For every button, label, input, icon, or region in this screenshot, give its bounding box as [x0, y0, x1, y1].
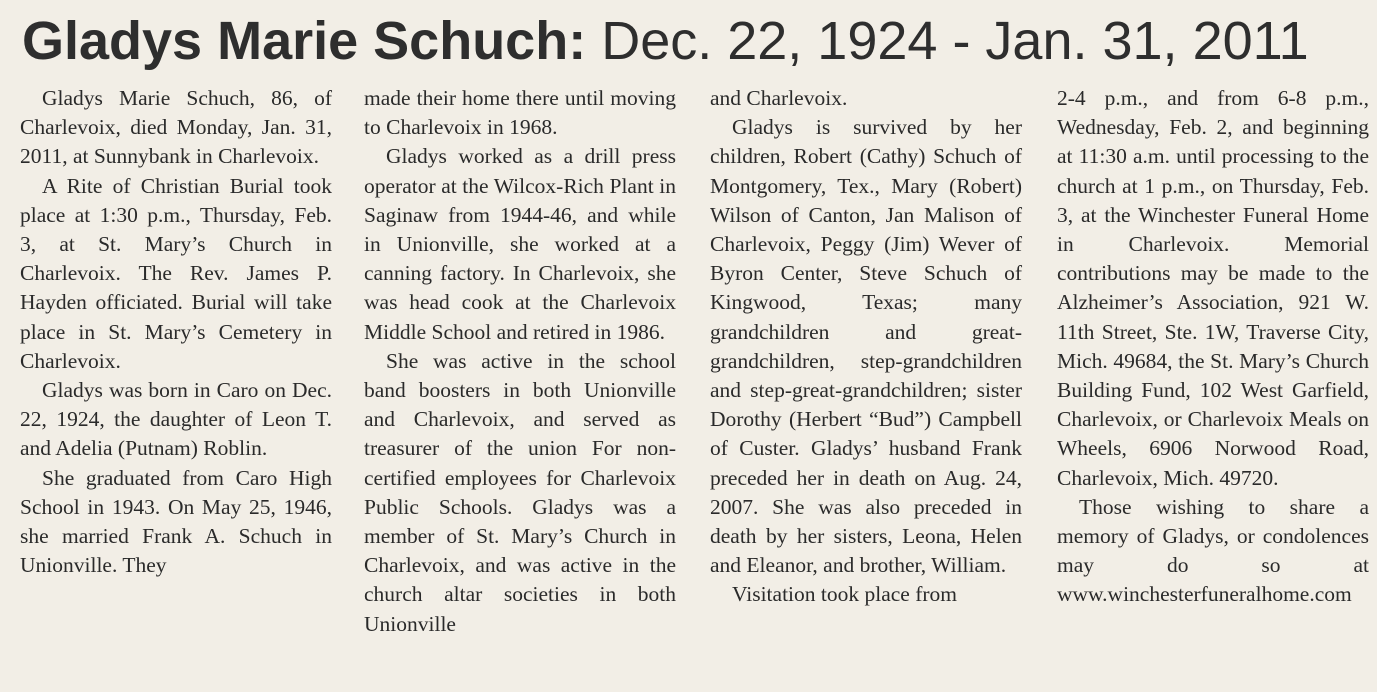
paragraph: and Charlevoix. [710, 86, 848, 110]
paragraph: A Rite of Christian Burial took place at 1:30 p.m., Thursday, Feb. 3, at St. Mary’s Church in Charlevoix. The Rev. James P. Hayden officiated. Burial will take place in St. Mary’s Cemetery in Charlevoix. [20, 173, 332, 373]
paragraph: made their home there until moving to Charlevoix in 1968. [364, 86, 676, 140]
paragraph: Those wishing to share a memory of Gladys, or condolences may do so at www.winchesterfuneralhome.com [1057, 494, 1369, 607]
paragraph: Gladys was born in Caro on Dec. 22, 1924, the daughter of Leon T. and Adelia (Putnam) Roblin. [20, 378, 332, 461]
paragraph: Gladys is survived by her children, Robert (Cathy) Schuch of Montgomery, Tex., Mary (Robert) Wilson of Canton, Jan Malison of Charlevoix, Peggy (Jim) Wever of Byron Center, Steve Schuch of Kingwood, Texas; many grandchildren and great-grandchildren, step-grandchildren and step-great-grandchildren; sister Dorothy (Herbert “Bud”) Campbell of Custer. Gladys’ husband Frank preceded her in death on Aug. 24, 2007. She was also preceded in death by her sisters, Leona, Helen and Eleanor, and brother, William. [710, 115, 1022, 578]
column-4 [1057, 84, 1369, 610]
headline-name: Gladys Marie Schuch: [22, 11, 587, 71]
column-3 [710, 84, 1022, 610]
headline-dates: Dec. 22, 1924 - Jan. 31, 2011 [601, 11, 1309, 71]
paragraph: She graduated from Caro High School in 1943. On May 25, 1946, she married Frank A. Schuch in Unionville. They [20, 465, 332, 578]
paragraph: Gladys worked as a drill press operator at the Wilcox-Rich Plant in Saginaw from 1944-46, and while in Unionville, she worked at a canning factory. In Charlevoix, she was head cook at the Charlevoix Middle School and retired in 1986. [364, 144, 676, 344]
column-2 [364, 84, 676, 639]
paragraph: Gladys Marie Schuch, 86, of Charlevoix, died Monday, Jan. 31, 2011, at Sunnybank in Charlevoix. [20, 86, 332, 169]
paragraph: She was active in the school band boosters in both Unionville and Charlevoix, and served as treasurer of the union For non-certified employees for Charlevoix Public Schools. Gladys was a member of St. Mary’s Church in Charlevoix, and was active in the church altar societies in both Unionville [364, 348, 676, 636]
headline [22, 8, 1362, 78]
paragraph: 2-4 p.m., and from 6-8 p.m., Wednesday, Feb. 2, and beginning at 11:30 a.m. until processing to the church at 1 p.m., on Thursday, Feb. 3, at the Winchester Funeral Home in Charlevoix. Memorial contributions may be made to the Alzheimer’s Association, 921 W. 11th Street, Ste. 1W, Traverse City, Mich. 49684, the St. Mary’s Church Building Fund, 102 West Garfield, Charlevoix, or Charlevoix Meals on Wheels, 6906 Norwood Road, Charlevoix, Mich. 49720. [1057, 86, 1369, 490]
paragraph: Visitation took place from [732, 582, 958, 607]
column-1 [20, 84, 332, 580]
